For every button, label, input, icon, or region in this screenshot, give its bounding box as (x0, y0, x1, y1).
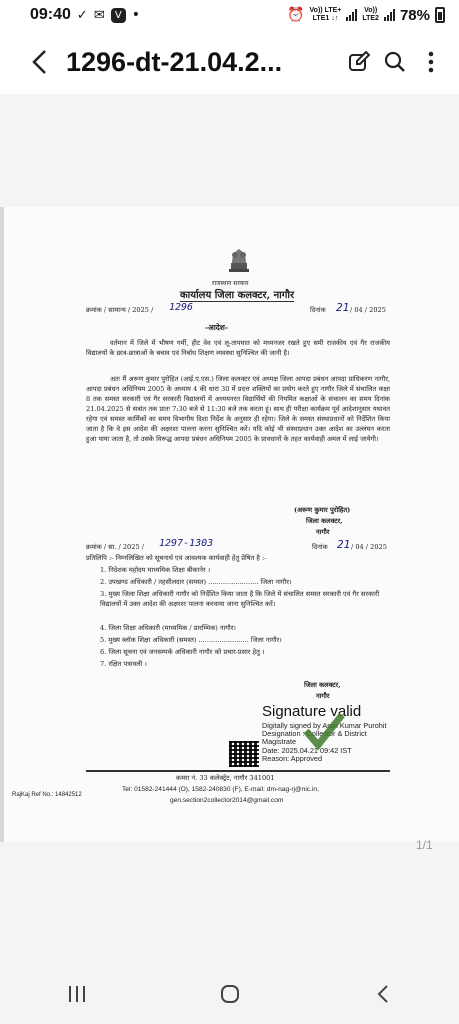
sim1-label: Vo)) LTE+ (309, 7, 342, 14)
copy-item-4: 4. जिला शिक्षा अधिकारी (माध्यमिक / प्रारम्भिक) नागौर। (100, 624, 236, 632)
recent-apps-button[interactable] (47, 974, 107, 1014)
digital-line-3: Magistrate (262, 737, 297, 747)
checkmark-icon (300, 707, 348, 755)
date2-label: दिनांक (312, 543, 328, 551)
battery-percent: 78% (399, 6, 430, 24)
signature-valid-label: Signature valid (262, 703, 362, 720)
date1-day: 21 (336, 301, 350, 314)
signatory2-title: जिला कलक्टर, (304, 681, 341, 689)
copy-item-6: 6. जिला सूचना एवं जनसम्पर्क अधिकारी नागौर को प्रचार-प्रसार हेतु । (100, 648, 265, 656)
rajkaj-ref: RajKaj Ref No.: 14842512 (12, 792, 82, 798)
footer-address: कमरा नं. 33 कलेक्ट्रेट, नागौर 341001 (176, 774, 275, 782)
document-viewer[interactable] (0, 94, 459, 964)
app-header (0, 30, 459, 94)
back-button[interactable] (18, 42, 60, 82)
more-options-button[interactable] (413, 42, 449, 82)
status-right (287, 7, 445, 24)
battery-icon (435, 7, 445, 23)
sim2-sub: LTE2 (362, 15, 379, 22)
document-title: 1296-dt-21.04.2... (66, 46, 283, 77)
sim2-indicator (362, 7, 379, 23)
copy-item-3: 3. मुख्य जिला शिक्षा अधिकारी नागौर को निर्देशित किया जाता है कि जिले में संचालित समस्त सरकारी एवं गैर सरकारी विद्यालयों में उक्त आदेश की अक्षरशः पालना करवाया जाना सुनिश्चित करें। (100, 590, 380, 608)
system-nav-bar (0, 964, 459, 1024)
date1-label: दिनांक (310, 306, 326, 314)
home-icon (220, 984, 240, 1004)
date2-day: 21 (337, 538, 351, 551)
signal1-icon (346, 9, 357, 21)
govt-label: राजस्थान सरकार (212, 280, 249, 287)
copy-item-2: 2. उपखण्ड अधिकारी / तहसीलदार (समस्त) ........................ जिला नागौर। (100, 578, 292, 586)
date1-rest: / 04 / 2025 (350, 306, 386, 314)
sim2-label: Vo)) (364, 7, 378, 14)
back-arrow-icon (31, 49, 47, 75)
footer-email2: gen.section2collector2014@gmail.com (170, 797, 284, 804)
search-icon (384, 51, 406, 73)
copy-item-1: 1. निदेशक महोदय माध्यमिक शिक्षा बीकानेर । (100, 566, 211, 574)
state-emblem-icon (222, 243, 256, 277)
home-button[interactable] (200, 974, 260, 1014)
sim1-sub: LTE1 ↓↑ (312, 15, 339, 22)
digital-line-5: Reason: Approved (262, 753, 323, 763)
recent-apps-icon (67, 985, 87, 1003)
ref2-label: क्रमांक / सा. / 2025 / (86, 543, 144, 551)
order-para-2: अतः मैं अरूण कुमार पुरोहित (आई.ए.एस.) जिला कलक्टर एवं अध्यक्ष जिला आपदा प्रबंधन आपदा प्राधिकरण नागौर, आपदा प्रबंधन अधिनियम 2005 के अध्याय 4 की धारा 30 में प्रदत्त शक्तियों का प्रयोग करते हुए नागौर जिले में संचालित कक्षा 8 तक समस्त सरकारी एवं गैर सरकारी विद्यालयों में अध्ययनरत विद्यार्थियों की नियमित कक्षाओं के संचालन का समय दिनांक 21.04.2025 से सत्रांत तक प्रातः 7:30 बजे से 11:30 बजे तक करता हूं। साथ ही परीक्षा कार्यक्रम पूर्व आदेशानुसार यथावत रहेगा एवं समस्त कार्मिकों का समय विभागीय दिशा निर्देश के अनुसार ही रहेगा। जिले के समस्त संस्थाप्रधानों को निर्देशित किया जाता है कि वे इस आदेश की अक्षरशः पालना करना सुनिश्चित करें। यदि कोई भी संस्थाप्रधान उक्त आदेश का उल्लंघन करता हुआ पाया जाता है, तो उसके विरूद्ध आपदा प्रबंधन अधिनियम 2005 के प्रावधानों के तहत कार्यवाही अमल में लाई जायेगी। (86, 375, 390, 443)
order-para-1: वर्तमान में जिले में भीषण गर्मी, हीट वेव एवं लू-तापघात को मध्यनजर रखते हुए समी राजकीय एवं गैर राजकीय विद्यालयों के छात्र-छात्राओं के बचाव एवं निर्बाध शिक्षण व्यवस्था सुनिश्चित की जानी है। (86, 339, 390, 357)
ref2-number: 1297-1303 (159, 538, 214, 549)
missed-call-check-icon: ✓ (76, 7, 88, 23)
digital-line-4: Date: 2025.04.21 09:42 IST (262, 745, 352, 755)
edit-button[interactable] (341, 42, 377, 82)
status-bar (0, 0, 459, 30)
copy-item-5: 5. मुख्य ब्लॉक शिक्षा अधिकारी (समस्त) ........................ जिला नागौर। (100, 636, 282, 644)
copy-intro: प्रतिलिपि :- निम्नलिखित को सूचनार्थ एवं आवश्यक कार्यवाही हेतु प्रेषित है :- (86, 554, 267, 562)
ref1-label: क्रमांक / सामान्य / 2025 / (86, 306, 154, 314)
digital-line-2: Designation : Collector & District (262, 729, 367, 739)
status-dot: • (131, 7, 140, 23)
viber-icon: V (111, 8, 126, 23)
signatory2-place: नागौर (316, 692, 330, 700)
signatory-name: (अरूण कुमार पुरोहित) (294, 506, 351, 514)
alarm-icon: ⏰ (287, 7, 305, 23)
sim1-indicator (310, 7, 342, 23)
order-title: -आदेश- (205, 323, 228, 332)
signatory-place: नागौर (316, 528, 330, 536)
back-nav-icon (377, 984, 389, 1004)
back-nav-button[interactable] (353, 974, 413, 1014)
date2-rest: / 04 / 2025 (351, 543, 387, 551)
search-button[interactable] (377, 42, 413, 82)
gmail-icon: ✉ (93, 7, 105, 23)
more-vert-icon (428, 51, 434, 73)
signal2-icon (384, 9, 395, 21)
digital-line-1: Digitally signed by Arun Kumar Purohit (262, 721, 387, 730)
qr-code-icon (229, 741, 259, 767)
office-heading: कार्यालय जिला कलक्टर, नागौर (180, 287, 294, 302)
status-time: 09:40 (30, 6, 71, 23)
page-indicator: 1/1 (416, 838, 433, 852)
document-page[interactable] (0, 207, 459, 842)
ref1-number: 1296 (169, 302, 194, 313)
status-left (30, 6, 140, 24)
edit-icon (348, 51, 370, 73)
copy-item-7: 7. रक्षित पत्रावली । (100, 660, 147, 668)
footer-tel: Tel: 01582-241444 (O), 1582-240830 (F), E-mail: dm-nag-rj@nic.in, (122, 786, 319, 793)
signatory-title: जिला कलक्टर, (306, 517, 343, 525)
footer-rule (86, 770, 390, 772)
